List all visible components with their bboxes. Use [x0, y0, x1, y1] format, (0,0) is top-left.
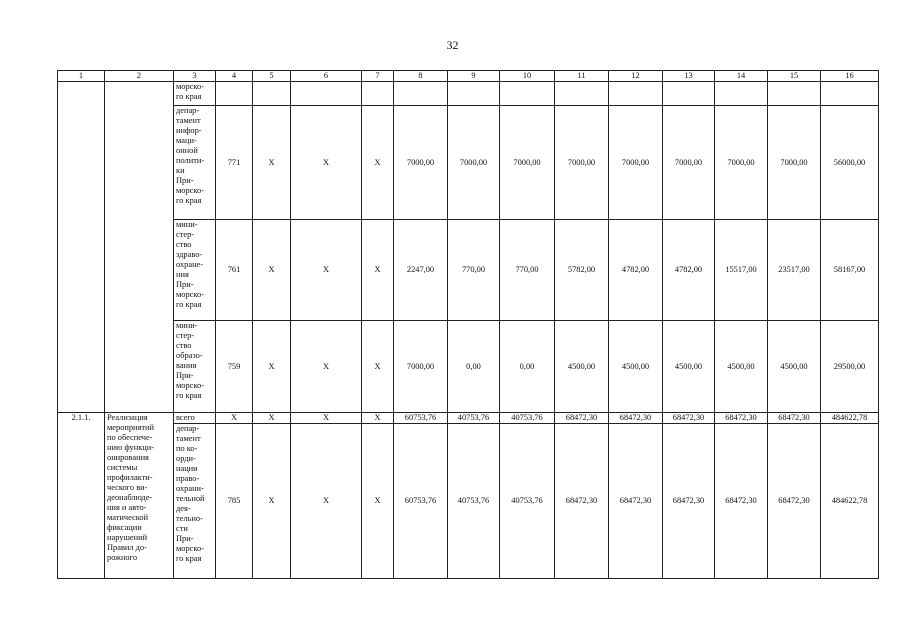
value-cell: X — [362, 220, 394, 321]
table-row — [58, 424, 879, 579]
value-cell: 68472,30 — [768, 424, 821, 579]
activity-name-cell: Реализация мероприятий по обеспече- нию функци- онирования системы профилакти- ческого ви- деонаблюде- ния и авто- матической фиксации нарушений Правил до- рожного — [105, 413, 174, 579]
value-cell: 7000,00 — [500, 106, 555, 220]
value-cell: 60753,76 — [394, 424, 448, 579]
value-cell — [663, 82, 715, 106]
page-number: 32 — [446, 38, 459, 52]
value-cell: 68472,30 — [663, 413, 715, 424]
value-cell: 4500,00 — [715, 321, 768, 413]
value-cell: X — [291, 220, 362, 321]
table-header-row — [58, 71, 879, 82]
value-cell: 771 — [216, 106, 253, 220]
value-cell: 785 — [216, 424, 253, 579]
value-cell: X — [253, 321, 291, 413]
table-row — [58, 220, 879, 321]
value-cell — [555, 82, 609, 106]
value-cell: 68472,30 — [715, 413, 768, 424]
value-cell: X — [253, 413, 291, 424]
row-number-cell: 2.1.1. — [58, 413, 105, 579]
table-row — [58, 106, 879, 220]
value-cell — [362, 82, 394, 106]
value-cell: X — [291, 413, 362, 424]
value-cell: 15517,00 — [715, 220, 768, 321]
value-cell: 2247,00 — [394, 220, 448, 321]
column-header: 15 — [768, 71, 821, 82]
value-cell: 7000,00 — [394, 106, 448, 220]
column-header: 16 — [821, 71, 879, 82]
value-cell: X — [362, 424, 394, 579]
activity-name-cell — [105, 82, 174, 413]
table-row — [58, 82, 879, 106]
executor-cell: мини- стер- ство образо- вания При- морско- го края — [174, 321, 216, 413]
value-cell: 4782,00 — [663, 220, 715, 321]
column-header: 1 — [58, 71, 105, 82]
value-cell: 0,00 — [500, 321, 555, 413]
value-cell: 58167,00 — [821, 220, 879, 321]
value-cell — [291, 82, 362, 106]
value-cell: 484622,78 — [821, 413, 879, 424]
budget-table — [57, 70, 879, 579]
value-cell: X — [362, 321, 394, 413]
value-cell: X — [362, 413, 394, 424]
value-cell: 40753,76 — [500, 413, 555, 424]
value-cell: 4782,00 — [609, 220, 663, 321]
value-cell — [609, 82, 663, 106]
value-cell: 40753,76 — [448, 424, 500, 579]
executor-cell: всего — [174, 413, 216, 424]
value-cell: 761 — [216, 220, 253, 321]
value-cell — [448, 82, 500, 106]
table-row — [58, 321, 879, 413]
value-cell: 68472,30 — [555, 413, 609, 424]
column-header: 10 — [500, 71, 555, 82]
value-cell: 4500,00 — [663, 321, 715, 413]
value-cell: 5782,00 — [555, 220, 609, 321]
value-cell: X — [253, 220, 291, 321]
value-cell: 770,00 — [500, 220, 555, 321]
table-row — [58, 413, 879, 424]
value-cell — [715, 82, 768, 106]
value-cell: X — [291, 424, 362, 579]
value-cell: X — [216, 413, 253, 424]
value-cell: 7000,00 — [715, 106, 768, 220]
value-cell: X — [291, 106, 362, 220]
column-header: 6 — [291, 71, 362, 82]
value-cell: 68472,30 — [768, 413, 821, 424]
value-cell: 4500,00 — [555, 321, 609, 413]
value-cell — [394, 82, 448, 106]
executor-cell: депар- тамент инфор- маци- онной полити- ки При- морско- го края — [174, 106, 216, 220]
value-cell: 7000,00 — [768, 106, 821, 220]
value-cell: 68472,30 — [555, 424, 609, 579]
value-cell: 40753,76 — [448, 413, 500, 424]
column-header: 14 — [715, 71, 768, 82]
column-header: 3 — [174, 71, 216, 82]
value-cell: X — [362, 106, 394, 220]
column-header: 4 — [216, 71, 253, 82]
value-cell: 7000,00 — [555, 106, 609, 220]
value-cell: 40753,76 — [500, 424, 555, 579]
value-cell: 7000,00 — [609, 106, 663, 220]
value-cell: 7000,00 — [394, 321, 448, 413]
value-cell: 68472,30 — [609, 424, 663, 579]
column-header: 7 — [362, 71, 394, 82]
value-cell: 29500,00 — [821, 321, 879, 413]
value-cell: 68472,30 — [609, 413, 663, 424]
value-cell: 56000,00 — [821, 106, 879, 220]
value-cell: 23517,00 — [768, 220, 821, 321]
column-header: 9 — [448, 71, 500, 82]
column-header: 11 — [555, 71, 609, 82]
value-cell: 484622,78 — [821, 424, 879, 579]
value-cell: 0,00 — [448, 321, 500, 413]
executor-cell: мини- стер- ство здраво- охране- ния При- морско- го края — [174, 220, 216, 321]
executor-cell: морско- го края — [174, 82, 216, 106]
column-header: 12 — [609, 71, 663, 82]
value-cell: 68472,30 — [715, 424, 768, 579]
value-cell — [768, 82, 821, 106]
value-cell: 4500,00 — [768, 321, 821, 413]
value-cell: 7000,00 — [663, 106, 715, 220]
value-cell — [216, 82, 253, 106]
column-header: 5 — [253, 71, 291, 82]
column-header: 8 — [394, 71, 448, 82]
column-header: 13 — [663, 71, 715, 82]
column-header: 2 — [105, 71, 174, 82]
value-cell: 759 — [216, 321, 253, 413]
value-cell: 4500,00 — [609, 321, 663, 413]
row-number-cell — [58, 82, 105, 413]
value-cell: 60753,76 — [394, 413, 448, 424]
value-cell: 68472,30 — [663, 424, 715, 579]
executor-cell: депар- тамент по ко- орди- нации право- охрани- тельной дея- тельно- сти При- морско- го края — [174, 424, 216, 579]
value-cell: 7000,00 — [448, 106, 500, 220]
value-cell: X — [253, 106, 291, 220]
value-cell: X — [291, 321, 362, 413]
value-cell — [821, 82, 879, 106]
value-cell — [500, 82, 555, 106]
value-cell: X — [253, 424, 291, 579]
value-cell — [253, 82, 291, 106]
value-cell: 770,00 — [448, 220, 500, 321]
